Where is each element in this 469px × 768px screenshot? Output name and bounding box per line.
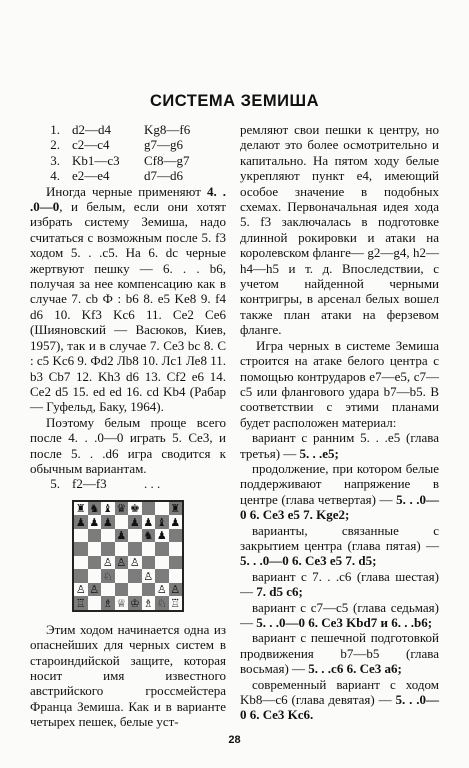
board-square — [74, 542, 88, 556]
white-pawn-icon: ♙ — [75, 583, 86, 596]
white-pawn-icon: ♙ — [156, 583, 167, 596]
black-bishop-icon: ♝ — [102, 502, 113, 515]
paragraph: Поэтому белым проще всего после 4. . .0—0 играть 5. Ce3, и после 5. . .d6 игра сводится к обычным вариантам. — [30, 414, 226, 476]
board-square — [88, 542, 102, 556]
black-king-icon: ♚ — [129, 502, 140, 515]
board-square — [74, 515, 88, 529]
variation-item: современный вариант с ходом Kb8—c6 (глава девятая) — 5. . .0—0 6. Ce3 Kc6. — [240, 676, 439, 723]
paragraph: ремляют свои пешки к центру, но делают это более осмотрительно и капитально. На пятом ходу белые укрепляют пункт e4, имеющий особое значение в подобных схемах. Первоначальная идея хода 5. f3 заключалась в подготовке длинной рокировки и атаки на королевском фланге— g2—g4, h2—h4—h5 и т. д. Впоследствии, с учетом найденной черными контригры, в арсенал белых вошел также план атаки на ферзевом фланге. — [240, 122, 439, 338]
board-square — [74, 569, 88, 583]
board-square — [155, 529, 169, 543]
board-square — [155, 596, 169, 610]
board-square — [101, 515, 115, 529]
board-square — [142, 515, 156, 529]
board-square — [101, 502, 115, 516]
board-square — [155, 556, 169, 570]
board-square — [128, 569, 142, 583]
board-square — [88, 583, 102, 597]
white-king-icon: ♔ — [129, 596, 140, 610]
board-square — [169, 596, 183, 610]
black-knight-icon: ♞ — [143, 529, 154, 542]
right-column — [240, 122, 439, 723]
black-bishop-icon: ♝ — [156, 515, 167, 529]
board-square — [155, 583, 169, 597]
board-square — [115, 569, 129, 583]
board-square — [74, 556, 88, 570]
black-pawn-icon: ♟ — [75, 515, 86, 529]
variation-item: варианты, связанные с закрытием центра (глава пятая) — 5. . .0—0 6. Ce3 e5 7. d5; — [240, 522, 439, 569]
white-pawn-icon: ♙ — [102, 556, 113, 569]
board-square — [155, 515, 169, 529]
white-pawn-icon: ♙ — [89, 583, 100, 596]
board-square — [88, 529, 102, 543]
variation-item: вариант с пешечной подготовкой продвижения b7—b5 (глава восьмая) — 5. . .c6 6. Ce3 a6; — [240, 630, 439, 677]
board-square — [74, 529, 88, 543]
board-square — [142, 583, 156, 597]
black-pawn-icon: ♟ — [102, 515, 113, 529]
white-rook-icon: ♖ — [75, 596, 86, 610]
white-rook-icon: ♖ — [170, 596, 181, 610]
board-square — [142, 596, 156, 610]
board-square — [169, 515, 183, 529]
board-square — [169, 583, 183, 597]
move-row: 5. f2—f3 . . . — [50, 476, 161, 492]
board-square — [115, 556, 129, 570]
board-square — [74, 596, 88, 610]
opening-moves — [30, 122, 226, 184]
board-square — [101, 569, 115, 583]
paragraph: Этим ходом начинается одна из опаснейших для черных систем в староиндийской защите, которая носит имя известного австрийского гроссмейстера Франца Земиша. Как и в варианте четырех пешек, белые уст- — [30, 621, 226, 730]
board-square — [169, 542, 183, 556]
black-rook-icon: ♜ — [75, 502, 86, 515]
white-pawn-icon: ♙ — [143, 569, 154, 583]
board-square — [115, 596, 129, 610]
black-pawn-icon: ♟ — [129, 515, 140, 529]
white-bishop-icon: ♗ — [102, 596, 113, 610]
board-square — [142, 542, 156, 556]
board-square — [88, 502, 102, 516]
move-row: 4. e2—e4 d7—d6 — [50, 168, 183, 184]
board-square — [128, 529, 142, 543]
board-square — [169, 569, 183, 583]
board-square — [155, 569, 169, 583]
move-row: 3. Kb1—c3 Cf8—g7 — [50, 152, 190, 168]
variation-item: продолжение, при котором белые поддерживают напряжение в центре (глава четвертая) — 5. . .0—0 6. Ce3 e5 7. Kge2; — [240, 460, 440, 523]
board-square — [142, 502, 156, 516]
board-square — [115, 502, 129, 516]
black-pawn-icon: ♟ — [116, 529, 127, 542]
board-square — [155, 502, 169, 516]
board-square — [128, 596, 142, 610]
board-square — [101, 583, 115, 597]
left-column — [30, 122, 226, 730]
board-square — [101, 529, 115, 543]
board-square — [88, 515, 102, 529]
white-knight-icon: ♘ — [156, 596, 167, 610]
board-square — [101, 542, 115, 556]
black-pawn-icon: ♟ — [170, 515, 181, 529]
variation-item: вариант с c7—c5 (глава седьмая) — 5. . .0—0 6. Ce3 Kbd7 и 6. . .b6; — [240, 599, 439, 630]
paragraph: Иногда черные применяют 4. . .0—0, и белым, если они хотят избрать систему Земиша, надо считаться с возможным после 5. f3 ходом 5. . .c5. На 6. dc черные жертвуют пешку — 6. . . b6, получая за нее компенсацию как в случае 7. cb Ф : b6 8. e5 Ke8 9. f4 d6 10. Kf3 Kc6 11. Ce2 Ce6 (Шияновский — Васюков, Киев, 1957), так и в случае 7. Ce3 bc 8. C : c5 Kc6 9. Фd2 Лb8 10. Лc1 Ле8 11. b3 Cb7 12. Kh3 d6 13. Cf2 e6 14. Ce2 d5 15. ed ed 16. cd Kb4 (Рабар — Гуфельд, Баку, 1964). — [30, 183, 226, 415]
board-square — [115, 583, 129, 597]
board-square — [74, 583, 88, 597]
board-square — [128, 583, 142, 597]
black-pawn-icon: ♟ — [156, 529, 167, 542]
white-pawn-icon: ♙ — [170, 583, 181, 596]
board-square — [169, 529, 183, 543]
board-square — [88, 596, 102, 610]
board-square — [88, 569, 102, 583]
black-pawn-icon: ♟ — [89, 515, 100, 529]
move-row: 2. c2—c4 g7—g6 — [50, 137, 183, 153]
board-square — [115, 542, 129, 556]
board-square — [115, 515, 129, 529]
board-square — [128, 502, 142, 516]
white-bishop-icon: ♗ — [143, 596, 154, 610]
board-square — [155, 542, 169, 556]
move-row: 1. d2—d4 Kg8—f6 — [50, 122, 191, 137]
black-pawn-icon: ♟ — [143, 515, 154, 529]
page-number: 28 — [228, 734, 241, 746]
white-pawn-icon: ♙ — [116, 556, 127, 569]
white-knight-icon: ♘ — [102, 569, 113, 583]
chess-diagram — [72, 500, 184, 612]
board-square — [101, 596, 115, 610]
chapter-title: СИСТЕМА ЗЕМИША — [149, 92, 320, 110]
white-queen-icon: ♕ — [116, 596, 127, 610]
move-five — [30, 476, 226, 491]
variation-item: вариант с 7. . .c6 (глава шестая) — 7. d5 c6; — [240, 568, 439, 600]
board-square — [128, 542, 142, 556]
black-knight-icon: ♞ — [89, 502, 100, 515]
board-square — [142, 529, 156, 543]
board-square — [128, 556, 142, 570]
board-square — [128, 515, 142, 529]
board-square — [101, 556, 115, 570]
board-square — [74, 502, 88, 516]
board-square — [142, 556, 156, 570]
board-square — [169, 556, 183, 570]
board-square — [142, 569, 156, 583]
paragraph: Игра черных в системе Земиша строится на атаке белого центра с помощью контрударов e7—e5, c7—c5 или флангового удара b7—b5. В соответствии с этими планами будет расположен материал: — [240, 337, 439, 430]
board-square — [169, 502, 183, 516]
variation-item: вариант с ранним 5. . .e5 (глава третья) — 5. . .e5; — [240, 430, 439, 461]
black-rook-icon: ♜ — [170, 502, 181, 515]
white-pawn-icon: ♙ — [129, 556, 140, 569]
black-queen-icon: ♛ — [116, 502, 127, 515]
board-square — [88, 556, 102, 570]
board-square — [115, 529, 129, 543]
